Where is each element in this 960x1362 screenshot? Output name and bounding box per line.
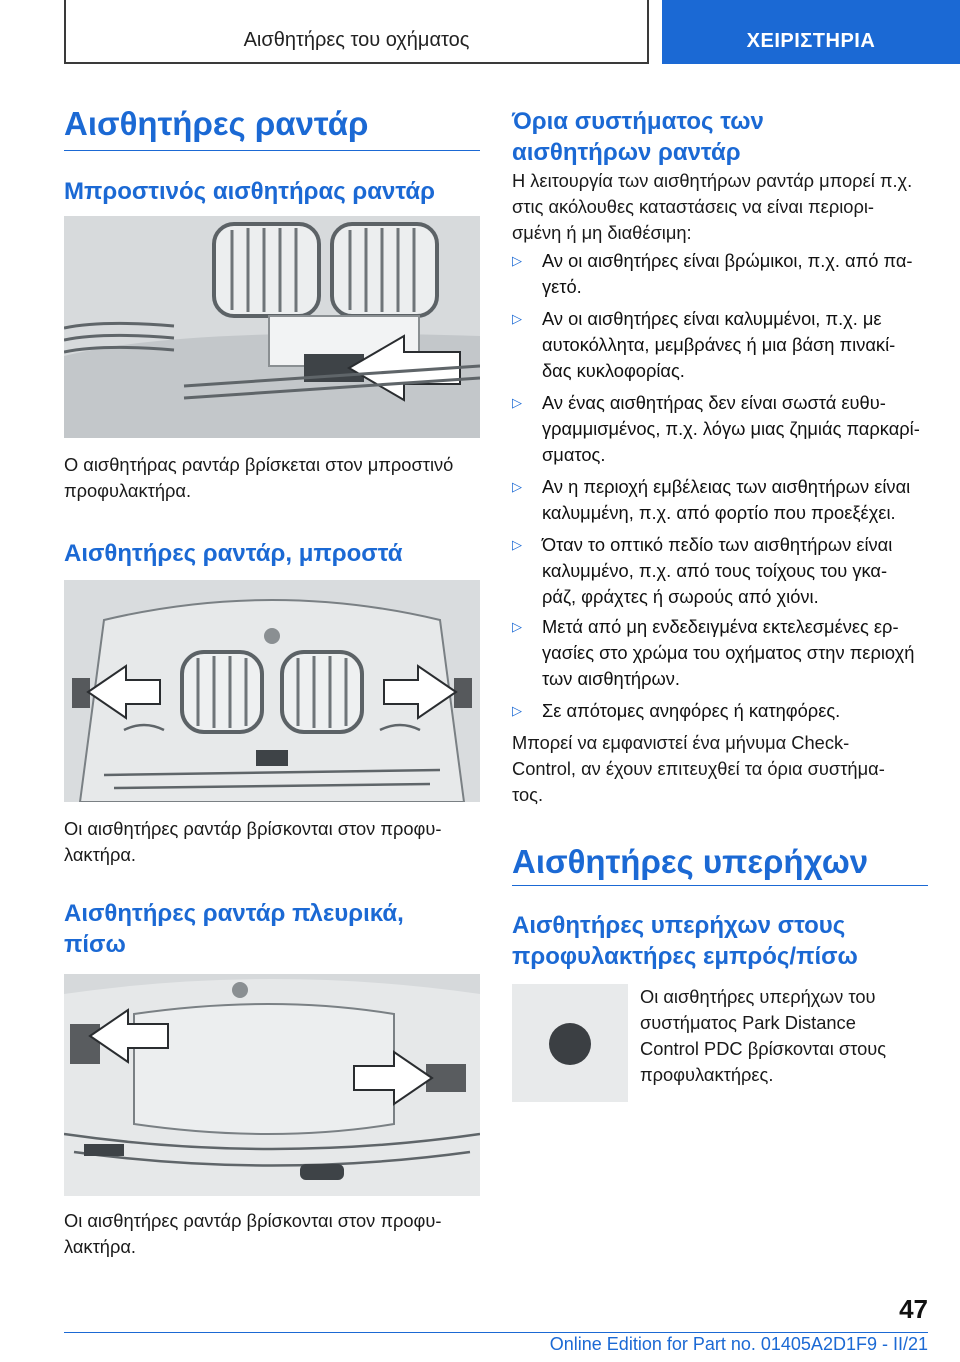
bullet-line: Αν η περιοχή εμβέλειας των αισθητήρων είναι: [542, 476, 911, 497]
bullet-triangle-icon: ▷: [512, 479, 522, 494]
rear-side-heading: [64, 898, 480, 960]
bullet-line: σματος.: [542, 444, 606, 465]
bullet-line: Αν ένας αισθητήρας δεν είναι σωστά ευθυ-: [542, 392, 886, 413]
radar-title: [64, 104, 480, 144]
pdc-description: [640, 984, 928, 1088]
rear-side-heading-line-2: πίσω: [64, 931, 126, 958]
chapter-tab-label: ΧΕΙΡΙΣΤΗΡΙΑ: [746, 29, 876, 52]
radar-title-rule: [64, 150, 480, 151]
bullet-triangle-icon: ▷: [512, 311, 522, 326]
bullet-triangle-icon: ▷: [512, 253, 522, 268]
rear-side-caption-line-1: Οι αισθητήρες ραντάρ βρίσκονται στον προφυ-: [64, 1210, 442, 1231]
rear-side-caption-line-2: λακτήρα.: [64, 1236, 137, 1257]
bullet-triangle-icon: ▷: [512, 619, 522, 634]
front-sensor-heading: Μπροστινός αισθητήρας ραντάρ: [64, 178, 436, 205]
limits-intro-line-2: στις ακόλουθες καταστάσεις να είναι περιορι-: [512, 196, 875, 217]
header-section-box: [64, 0, 649, 64]
footer-rule: [64, 1332, 928, 1333]
limits-heading-line-2: αισθητήρων ραντάρ: [512, 139, 741, 166]
radar-title-text: Αισθητήρες ραντάρ: [64, 105, 369, 142]
front-side-radar-image: [64, 580, 480, 802]
page-number: 47: [899, 1294, 928, 1324]
bullet-line: αυτοκόλλητα, μεμβράνες ή μια βάση πινακί-: [542, 334, 896, 355]
bullet-line: καλυμμένη, π.χ. από φορτίο που προεξέχει.: [542, 502, 896, 523]
bullet-line: γετό.: [542, 276, 582, 297]
front-radar-image: [64, 216, 480, 438]
bullet-triangle-icon: ▷: [512, 395, 522, 410]
limits-heading: [512, 106, 928, 168]
message-line-1: Μπορεί να εμφανιστεί ένα μήνυμα Check-: [512, 732, 850, 753]
front-side-caption: [64, 816, 480, 868]
limits-intro-line-1: Η λειτουργία των αισθητήρων ραντάρ μπορεί π.χ.: [512, 170, 913, 191]
section-title: Αισθητήρες του οχήματος: [243, 28, 470, 51]
rear-side-heading-line-1: Αισθητήρες ραντάρ πλευρικά,: [64, 900, 404, 927]
check-control-message: [512, 730, 928, 808]
message-line-2: Control, αν έχουν επιτευχθεί τα όρια συστήμα-: [512, 758, 885, 779]
bullet-triangle-icon: ▷: [512, 537, 522, 552]
ultrasonic-title: Αισθητήρες υπερήχων: [512, 843, 869, 880]
bumper-heading-line-1: Αισθητήρες υπερήχων στους: [512, 912, 846, 939]
bullet-line: γασίες στο χρώμα του οχήματος στην περιοχή: [542, 642, 915, 663]
bullet-line: ράζ, φράχτες ή σωρούς από χιόνι.: [542, 586, 819, 607]
limits-intro: [512, 168, 928, 246]
bullet-line: Μετά από μη ενδεδειγμένα εκτελεσμένες ερ-: [542, 616, 899, 637]
bullet-line: Αν οι αισθητήρες είναι βρώμικοι, π.χ. από πα-: [542, 250, 913, 271]
limits-intro-line-3: σμένη ή μη διαθέσιμη:: [512, 222, 692, 243]
limits-heading-line-1: Όρια συστήματος των: [512, 108, 764, 135]
pdc-line-4: προφυλακτήρες.: [640, 1064, 774, 1085]
front-side-caption-line-1: Οι αισθητήρες ραντάρ βρίσκονται στον προφυ-: [64, 818, 442, 839]
front-side-heading: Αισθητήρες ραντάρ, μπροστά: [64, 540, 403, 567]
bullet-line: Όταν το οπτικό πεδίο των αισθητήρων είναι: [542, 534, 893, 555]
bullet-line: δας κυκλοφορίας.: [542, 360, 685, 381]
bullet-line: γραμμισμένος, π.χ. λόγω μιας ζημιάς παρκαρί-: [542, 418, 920, 439]
front-side-caption-line-2: λακτήρα.: [64, 844, 137, 865]
front-sensor-caption: Ο αισθητήρας ραντάρ βρίσκεται στον μπροστινό προφυλακτήρα.: [64, 454, 454, 501]
chapter-tab[interactable]: [662, 0, 960, 64]
edition-footer: Online Edition for Part no. 01405A2D1F9 - II/21: [549, 1334, 928, 1354]
rear-side-caption: [64, 1208, 480, 1260]
message-line-3: τος.: [512, 784, 544, 805]
bullet-line: Σε απότομες ανηφόρες ή κατηφόρες.: [542, 700, 841, 721]
bullet-triangle-icon: ▷: [512, 703, 522, 718]
bumper-heading-line-2: προφυλακτήρες εμπρός/πίσω: [512, 943, 858, 970]
limits-bullet-list: [512, 248, 928, 728]
pdc-line-3: Control PDC βρίσκονται στους: [640, 1038, 887, 1059]
bullet-line: καλυμμένο, π.χ. από τους τοίχους του γκα-: [542, 560, 888, 581]
pdc-sensor-image: [512, 984, 628, 1102]
pdc-line-2: συστήματος Park Distance: [640, 1012, 856, 1033]
rear-side-radar-image: [64, 974, 480, 1196]
bullet-line: των αισθητήρων.: [542, 668, 680, 689]
bumper-sensors-heading: [512, 910, 928, 972]
ultrasonic-title-rule: [512, 885, 928, 886]
bullet-line: Αν οι αισθητήρες είναι καλυμμένοι, π.χ. με: [542, 308, 882, 329]
pdc-line-1: Οι αισθητήρες υπερήχων του: [640, 986, 876, 1007]
